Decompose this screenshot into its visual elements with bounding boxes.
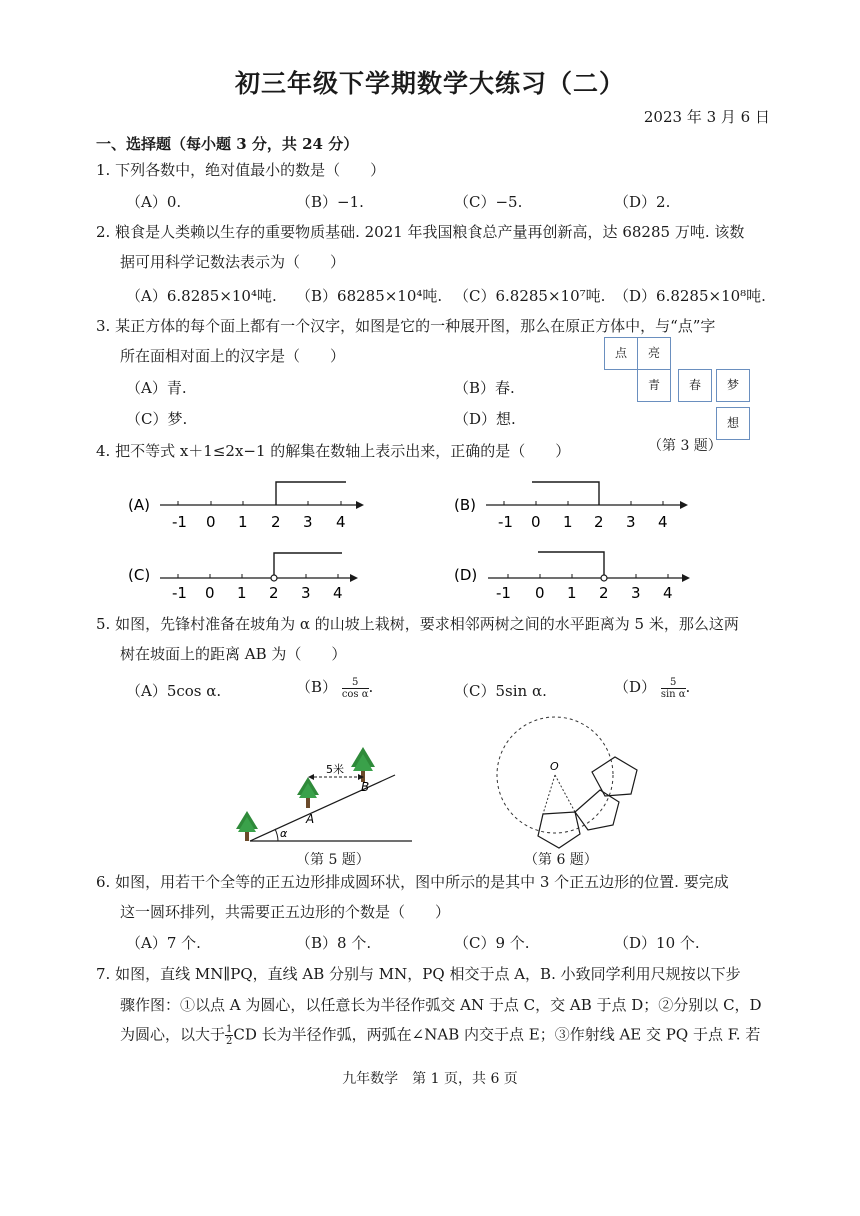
question-1: 1. 下列各数中，绝对值最小的数是（ ） xyxy=(96,161,386,179)
angle-alpha-label: α xyxy=(280,827,288,840)
q6-option-d: （D）10 个. xyxy=(614,934,700,952)
q5-d-numerator: 5 xyxy=(661,677,686,689)
net-face-4: 春 xyxy=(678,369,712,402)
q7-half-denominator: 2 xyxy=(226,1036,233,1047)
q5-option-d-label: （D） xyxy=(614,678,657,696)
q4c-tick-2: 2 xyxy=(269,584,279,602)
figure-3-caption: （第 3 题） xyxy=(648,438,722,454)
q3-option-c: （C）梦. xyxy=(126,410,188,428)
figure-5-caption: （第 5 题） xyxy=(296,852,370,868)
q5-b-numerator: 5 xyxy=(342,677,369,689)
net-face-3: 青 xyxy=(637,369,671,402)
q6-option-b: （B）8 个. xyxy=(296,934,372,952)
q5-d-denominator: sin α xyxy=(660,688,686,700)
q4c-tick-4: 4 xyxy=(333,584,343,602)
q4c-tick-3: 3 xyxy=(301,584,311,602)
q7-line-3-end: CD 长为半径作弧，两弧在∠NAB 内交于点 E；③作射线 AE 交 PQ 于点 F. 若 xyxy=(233,1025,761,1044)
q4-label-c: (C) xyxy=(128,566,151,584)
question-7-line-3 xyxy=(120,1024,760,1047)
q4d-tick-3: 3 xyxy=(631,584,641,602)
slope-trees-figure xyxy=(230,735,420,850)
q4c-tick-n1: -1 xyxy=(172,584,187,602)
q3-option-b: （B）春. xyxy=(454,379,515,397)
center-o-label: O xyxy=(550,760,559,773)
q4b-tick-n1: -1 xyxy=(498,513,513,531)
q6-option-c: （C）9 个. xyxy=(454,934,530,952)
q4-label-b: (B) xyxy=(454,496,476,514)
q4a-tick-0: 0 xyxy=(206,513,216,531)
question-7-line-1: 7. 如图，直线 MN∥PQ，直线 AB 分别与 MN，PQ 相交于点 A，B. 小致同学利用尺规按以下步 xyxy=(96,965,741,983)
question-2-line-2: 据可用科学记数法表示为（ ） xyxy=(120,253,346,271)
q5-b-period: . xyxy=(368,678,374,696)
q5-option-b-label: （B） xyxy=(296,678,338,696)
pentagon-ring-figure xyxy=(495,712,665,852)
net-face-5: 梦 xyxy=(716,369,750,402)
q4a-tick-2: 2 xyxy=(271,513,281,531)
q3-option-a: （A）青. xyxy=(126,379,187,397)
question-5-line-2: 树在坡面上的距离 AB 为（ ） xyxy=(120,645,347,663)
q4d-tick-n1: -1 xyxy=(496,584,511,602)
cube-net-figure xyxy=(604,337,756,445)
pentagon-1 xyxy=(538,812,580,848)
q5-option-b xyxy=(296,676,373,700)
q5-option-a: （A）5cos α. xyxy=(126,682,222,700)
q4b-tick-0: 0 xyxy=(531,513,541,531)
q5-option-b-fraction xyxy=(342,677,369,700)
question-4: 4. 把不等式 x＋1≤2x−1 的解集在数轴上表示出来，正确的是（ ） xyxy=(96,442,571,460)
q4b-tick-4: 4 xyxy=(658,513,668,531)
net-face-2: 亮 xyxy=(637,337,671,370)
q5-b-denominator: cos α xyxy=(341,688,369,700)
q5-option-d-fraction xyxy=(661,677,686,700)
question-7-line-2: 骤作图：①以点 A 为圆心，以任意长为半径作弧交 AN 于点 C，交 AB 于点 D；②分别以 C，D xyxy=(120,996,762,1014)
q4a-tick-n1: -1 xyxy=(172,513,187,531)
tree-icon-2 xyxy=(297,777,319,808)
point-a-label: A xyxy=(306,812,315,826)
q4d-tick-4: 4 xyxy=(663,584,673,602)
q4c-tick-0: 0 xyxy=(205,584,215,602)
net-face-6: 想 xyxy=(716,407,750,440)
q7-half-numerator: 1 xyxy=(226,1024,233,1035)
q1-option-d: （D）2. xyxy=(614,193,671,211)
q1-option-b: （B）−1. xyxy=(296,193,364,211)
q4a-tick-1: 1 xyxy=(238,513,248,531)
question-2-line-1: 2. 粮食是人类赖以生存的重要物质基础. 2021 年我国粮食总产量再创新高，达 68285 万吨. 该数 xyxy=(96,223,745,241)
q1-option-a: （A）0. xyxy=(126,193,182,211)
q4d-tick-2: 2 xyxy=(599,584,609,602)
pentagon-3 xyxy=(592,757,637,796)
q4a-tick-3: 3 xyxy=(303,513,313,531)
q4c-tick-1: 1 xyxy=(237,584,247,602)
page-footer: 九年数学 第 1 页，共 6 页 xyxy=(342,1071,518,1087)
q4b-tick-1: 1 xyxy=(563,513,573,531)
q4-label-a: (A) xyxy=(128,496,150,514)
tree-icon-1 xyxy=(236,811,258,841)
q2-option-a: （A）6.8285×10⁴吨. xyxy=(126,287,277,305)
question-6-line-1: 6. 如图，用若干个全等的正五边形排成圆环状，图中所示的是其中 3 个正五边形的位置. 要完成 xyxy=(96,873,729,891)
q4d-tick-1: 1 xyxy=(567,584,577,602)
q5-option-c: （C）5sin α. xyxy=(454,682,547,700)
q3-option-d: （D）想. xyxy=(454,410,516,428)
exam-date: 2023 年 3 月 6 日 xyxy=(643,108,770,126)
point-b-label: B xyxy=(361,780,370,794)
q1-option-c: （C）−5. xyxy=(454,193,523,211)
question-6-line-2: 这一圆环排列，共需要正五边形的个数是（ ） xyxy=(120,903,451,921)
q4b-tick-2: 2 xyxy=(594,513,604,531)
q4-number-lines xyxy=(120,470,760,610)
question-3-line-2: 所在面相对面上的汉字是（ ） xyxy=(120,347,346,365)
figure-6-caption: （第 6 题） xyxy=(524,852,598,868)
q4d-tick-0: 0 xyxy=(535,584,545,602)
q6-option-a: （A）7 个. xyxy=(126,934,201,952)
net-face-1: 点 xyxy=(604,337,638,370)
q2-option-c: （C）6.8285×10⁷吨. xyxy=(454,287,606,305)
distance-label: 5米 xyxy=(326,763,344,776)
page-title: 初三年级下学期数学大练习（二） xyxy=(234,69,625,98)
question-3-line-1: 3. 某正方体的每个面上都有一个汉字，如图是它的一种展开图，那么在原正方体中，与“点”字 xyxy=(96,317,716,335)
q4a-tick-4: 4 xyxy=(336,513,346,531)
q4-label-d: (D) xyxy=(454,566,478,584)
q5-d-period: . xyxy=(685,678,691,696)
q2-option-d: （D）6.8285×10⁸吨. xyxy=(614,287,766,305)
q7-line-3-start: 为圆心，以大于 xyxy=(120,1025,226,1044)
q2-option-b: （B）68285×10⁴吨. xyxy=(296,287,443,305)
section-heading: 一、选择题（每小题 3 分，共 24 分） xyxy=(96,135,359,153)
q4b-tick-3: 3 xyxy=(626,513,636,531)
q5-option-d xyxy=(614,676,690,700)
question-5-line-1: 5. 如图，先锋村准备在坡角为 α 的山坡上栽树，要求相邻两树之间的水平距离为 5 米，那么这两 xyxy=(96,615,739,633)
